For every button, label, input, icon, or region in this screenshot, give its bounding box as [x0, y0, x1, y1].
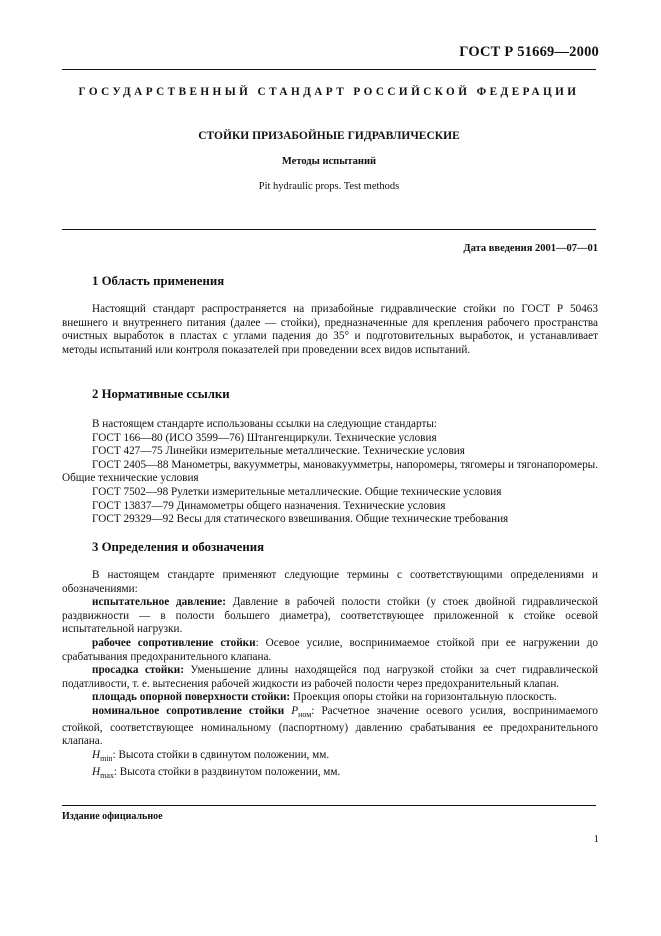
symbol-text: : Высота стойки в сдвинутом положении, мм.	[112, 748, 330, 761]
section-2-body	[62, 418, 598, 527]
symbol: H	[92, 748, 101, 761]
document-number: ГОСТ Р 51669—2000	[459, 44, 599, 60]
reference-item: ГОСТ 2405—88 Манометры, вакуумметры, мановакуумметры, напоромеры, тягомеры и тягонапоромеры. Общие технические условия	[62, 458, 598, 485]
official-edition-label: Издание официальное	[62, 811, 163, 822]
section-3-heading: 3 Определения и обозначения	[92, 540, 265, 554]
symbol-subscript: min	[100, 754, 113, 764]
title-rule	[62, 229, 596, 230]
reference-item: ГОСТ 7502—98 Рулетки измерительные металлические. Общие технические условия	[92, 485, 502, 498]
section-3-intro: В настоящем стандарте применяют следующие термины с соответствующими определениями и обозначениями:	[62, 569, 598, 595]
symbol-subscript: ном	[298, 710, 312, 720]
section-1-body	[62, 303, 598, 357]
definition-item	[62, 637, 598, 664]
definition-term: просадка стойки:	[92, 664, 184, 677]
symbol: H	[92, 765, 101, 778]
definition-text: : Осевое усилие, воспринимаемое стойкой при ее нагружении до срабатывания предохранительного клапана.	[62, 636, 598, 663]
english-title: Pit hydraulic props. Test methods	[258, 181, 400, 192]
state-standard-heading: ГОСУДАРСТВЕННЫЙ СТАНДАРТ РОССИЙСКОЙ ФЕДЕРАЦИИ	[78, 86, 580, 98]
document-subtitle: Методы испытаний	[281, 156, 377, 167]
definition-item	[62, 691, 598, 705]
document-title: СТОЙКИ ПРИЗАБОЙНЫЕ ГИДРАВЛИЧЕСКИЕ	[198, 130, 460, 142]
definition-term: номинальное сопротивление стойки	[92, 704, 285, 717]
definition-item	[62, 705, 598, 749]
reference-item: ГОСТ 427—75 Линейки измерительные металлические. Технические условия	[92, 445, 465, 458]
symbol-subscript: max	[100, 771, 114, 781]
section-2-intro: В настоящем стандарте использованы ссылки на следующие стандарты:	[92, 418, 437, 430]
reference-item: ГОСТ 13837—79 Динамометры общего назначения. Технические условия	[92, 499, 446, 512]
section-2-heading: 2 Нормативные ссылки	[92, 387, 230, 401]
section-1-paragraph: Настоящий стандарт распространяется на призабойные гидравлические стойки по ГОСТ Р 50463 внешнего и внутреннего питания (далее — стойки), предназначенные для крепления рабочего пространства очистных выработок в пластах с углами падения до 35° и подготовительных выработок, и устанавливает методы испытаний или контроля показателей при проведении всех видов испытаний.	[62, 303, 598, 356]
definition-term: рабочее сопротивление стойки	[92, 636, 256, 649]
definition-text: Уменьшение длины находящейся под нагрузкой стойки за счет гидравлической податливости, т. е. вытеснения рабочей жидкости из рабочей полости через предохранительный клапан.	[62, 664, 598, 690]
section-1-heading: 1 Область применения	[92, 274, 225, 288]
page-number: 1	[593, 833, 599, 845]
symbol-text: : Высота стойки в раздвинутом положении, мм.	[113, 765, 341, 778]
top-rule	[62, 69, 596, 70]
symbol-item	[62, 749, 598, 766]
introduction-date: Дата введения 2001—07—01	[463, 243, 598, 254]
symbol-item	[62, 766, 598, 783]
definition-item	[62, 596, 598, 637]
definition-term: площадь опорной поверхности стойки:	[92, 691, 291, 704]
definition-text: Давление в рабочей полости стойки (у стоек двойной гидравлической раздвижности — в полости большего диаметра), соответствующее приложенной к стойке осевой испытательной нагрузки.	[62, 596, 598, 636]
definition-text: Проекция опоры стойки на горизонтальную плоскость.	[290, 691, 557, 704]
definition-item	[62, 664, 598, 691]
reference-item: ГОСТ 166—80 (ИСО 3599—76) Штангенциркули. Технические условия	[92, 431, 437, 444]
definition-text: : Расчетное значение осевого усилия, воспринимаемого стойкой, соответствующее номинальному (паспортному) давлению срабатывания ее предохранительного клапана.	[62, 704, 598, 748]
footer-rule	[62, 805, 596, 806]
symbol: P	[291, 704, 299, 717]
section-3-body	[62, 569, 598, 783]
definition-term: испытательное давление:	[92, 596, 226, 609]
reference-item: ГОСТ 29329—92 Весы для статического взвешивания. Общие технические требования	[92, 513, 509, 526]
